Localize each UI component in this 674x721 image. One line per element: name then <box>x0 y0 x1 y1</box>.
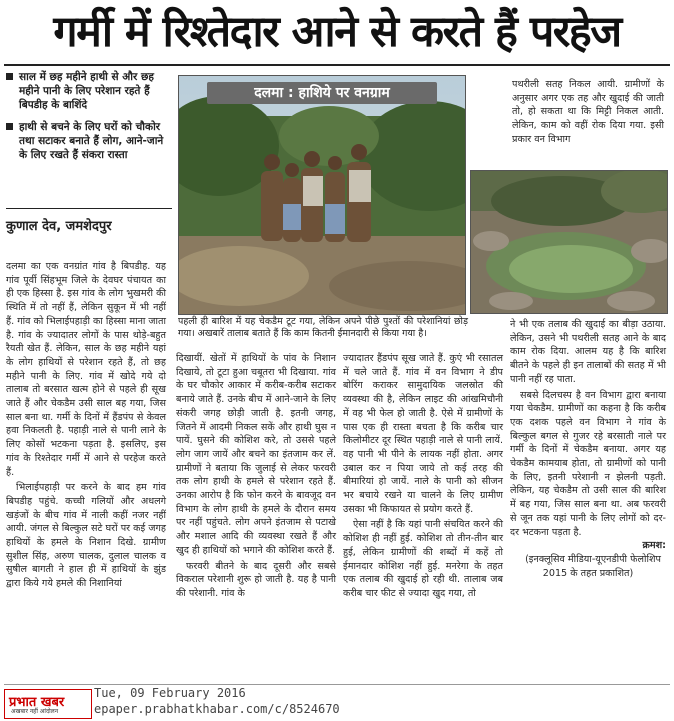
paragraph: भिलाईपहाड़ी पर करने के बाद हम गांव बिपडीह पहुंचे. कच्ची गलियों और अधलगे खड़ंजों के बीच गांव में नाली कहीं नजर नहीं आयी. जंगल से बिल्कुल सटे घरों पर कई जगह हाथियों के हमले के निशान दिखे. ग्रामीण सुशील सिंह, अरुण चालक, दुलाल चालक व सुषील बागती ने हाल ही में हाथियों के झुंड द्वारा किये गये हमले की निशानियां <box>6 482 166 590</box>
checkdam-photo <box>470 170 668 314</box>
village-photo <box>178 75 466 315</box>
logo-tagline: अखबार नहीं आंदोलन <box>11 708 59 715</box>
fellowship-note: (इनक्लूसिव मीडिया-यूएनडीपी फेलोशिप 2015 के तहत प्रकाशित) <box>525 553 661 579</box>
paragraph: ज्यादातर हैंडपंप सूख जाते हैं. कुएं भी रसातल में चले जाते हैं. गांव में वन विभाग ने डीप बोरिंग कराकर सामुदायिक जलस्रोत की व्यवस्था की है, लेकिन लाइट की आंखमिचौनी में वह भी फेल हो जाती है. ऐसे में ग्रामीणों के पास एक ही रास्ता बचता है कि करीब चार किलोमीटर दूर स्थित पहाड़ी नाले से पानी लायें. वह पानी भी पीने के लायक नहीं होता. अगर उबाल कर न पिया जाये तो कई तरह की बीमारियां हो जायें. नाले के पानी को सीजन भर बचाये रखने या चालने के लिए ग्रामीण उसका भी किफायत से प्रयोग करते हैं. <box>343 353 503 515</box>
highlights <box>6 70 174 170</box>
edition-date: Tue, 09 February 2016 <box>94 686 246 700</box>
bullet-square-icon <box>6 73 13 80</box>
logo-brand: प्रभात खबर <box>9 695 65 710</box>
epaper-link[interactable]: epaper.prabhatkhabar.com/c/8524670 <box>94 702 340 716</box>
paragraph: दिखायीं. खेतों में हाथियों के पांव के निशान दिखाये, तो टूटा हुआ चबूतरा भी दिखाया. गांव के घर चौकोर आकार में करीब-करीब सटाकर बनाये जाते हैं. उनके बीच में आने-जाने के लिए संकरी जगह छोड़ी जाती है. इतनी जगह, जितने में आदमी निकल सकें और हाथी घुस न पायें. घुसने की कोशिश करे, तो उससे पहले लोग जाग जायें और बचने का इंतजाम कर लें. ग्रामीणों ने बताया कि जुलाई से लेकर फरवरी तक लोग हाथी के हमले से परेशान रहते हैं. उनका आरोप है कि फोन करने के बावजूद वन विभाग के लोग हाथी के हमले के दौरान समय पर नहीं पहुंचते. लोग अपने इंतजाम से पटाखे और मशाल आदि की व्यवस्था रखते हैं और खुद ही हाथियों को भगाने की कोशिश करते हैं. <box>176 353 336 556</box>
continued-mark: क्रमश: <box>642 540 666 552</box>
highlight-text: साल में छह महीने हाथी से और छह महीने पानी के लिए परेशान रहते हैं बिपडीह के बाशिंदे <box>19 71 154 111</box>
article-column-1 <box>6 260 166 591</box>
highlight-item <box>6 120 174 162</box>
bullet-square-icon <box>6 123 13 130</box>
highlight-text: हाथी से बचने के लिए घरों को चौकोर तथा सटाकर बनाते हैं लोग, आने-जाने के लिए रखते हैं संकरा रास्ता <box>19 121 164 161</box>
byline: कुणाल देव, जमशेदपुर <box>6 219 112 234</box>
article-column-4-top <box>512 78 664 147</box>
photo-banner: दलमा : हाशिये पर वनग्राम <box>207 82 437 104</box>
publisher-logo <box>4 689 92 719</box>
paragraph: सबसे दिलचस्प है वन विभाग द्वारा बनाया गया चेकडैम. ग्रामीणों का कहना है कि करीब एक दशक पहले वन विभाग ने गांव के बिल्कुल बगल से गुजर रहे बरसाती नाले पर गर्मी के दिनों में चेकडैम बनाया. अगर यह चेकडैम कामयाब होता, तो ग्रामीणों को पानी के लिए, इतनी परेशानी न झेलनी पड़ती. लेकिन, यह चेकडैम तो उसी साल की बारिश में बह गया, जिस साल बना था. अब फरवरी से जून तक यहां पानी के लिए लोगों को दर-दर भटकना पड़ता है. <box>510 389 666 538</box>
headline-rule <box>4 64 670 66</box>
divider <box>6 208 172 209</box>
paragraph: दलमा का एक वनग्रांत गांव है बिपडीह. यह गांव पूर्वी सिंहभूम जिले के देवघर पंचायत का ही एक हिस्सा है. इस गांव के लोग भुखमरी की स्थिति में तो नहीं हैं, लेकिन सुकून में भी नहीं हैं. गांव को भिलाईपहाड़ी का हिस्सा माना जाता है. गांव के ज्यादातर लोगों के पास थोड़े-बहुत रैयती खेत हैं. लेकिन, साल के छह महीने यहां के लोग हाथियों से परेशान रहते हैं, तो छह महीने पानी के लिए. गांव में खोदे गये दो तालाब तो बरसात खत्म होने से पहले ही सूख जाते हैं और चेकडैम उसी साल बह गया, जिस साल बना था. गर्मी के दिनों में हैंडपंप से केवल हवा निकलती है. पहाड़ी नाले से पानी लाने के लिए कोसों भटकना पड़ता है. इसलिए, इस गांव के रिश्तेदार गर्मी में आने से परहेज करते हैं. <box>6 261 166 478</box>
paragraph: ऐसा नहीं है कि यहां पानी संचयित करने की कोशिश ही नहीं हुई. कोशिश तो तीन-तीन बार हुई, लेकिन ग्रामीणों की शब्दों में कहें तो ईमानदार कोशिश नहीं हुई. मनरेगा के तहत एक तलाब की खुदाई हो रही थी. तालाब जब करीब चार फीट से ज्यादा खुद गया, तो <box>343 519 503 599</box>
headline: गर्मी में रिश्तेदार आने से करते हैं परहेज <box>53 7 621 57</box>
highlight-item <box>6 70 174 112</box>
article-column-3 <box>343 352 503 601</box>
article-column-2 <box>176 352 336 601</box>
photo-caption: पहली ही बारिश में यह चेकडैम टूट गया, लेकिन अपने पीछे पुश्तों की परेशानियां छोड़ गया। अखबारें तालाब बताते हैं कि काम कितनी ईमानदारी से किया गया है। <box>178 316 468 339</box>
article-column-4 <box>510 318 666 580</box>
footer-rule <box>4 684 670 685</box>
paragraph: फरवरी बीतने के बाद दूसरी और सबसे विकराल परेशानी शुरू हो जाती है. यह है पानी की परेशानी. गांव के <box>176 560 336 599</box>
village-photo-image <box>179 76 465 314</box>
paragraph: ने भी एक तलाब की खुदाई का बीड़ा उठाया. लेकिन, उसने भी पथरीली सतह आने के बाद काम रोक दिया. आलम यह है कि बारिश बीतने के पहले ही इन तालाबों की सतह में भी पानी नहीं रह पाता. <box>510 319 666 385</box>
checkdam-photo-image <box>471 171 667 313</box>
paragraph: पथरीली सतह निकल आयी. ग्रामीणों के अनुसार अगर एक तह और खुदाई की जाती तो, हो सकता था कि मिट्टी निकल आती. लेकिन, काम को वहीं रोक दिया गया. इसी प्रकार वन विभाग <box>512 79 664 145</box>
